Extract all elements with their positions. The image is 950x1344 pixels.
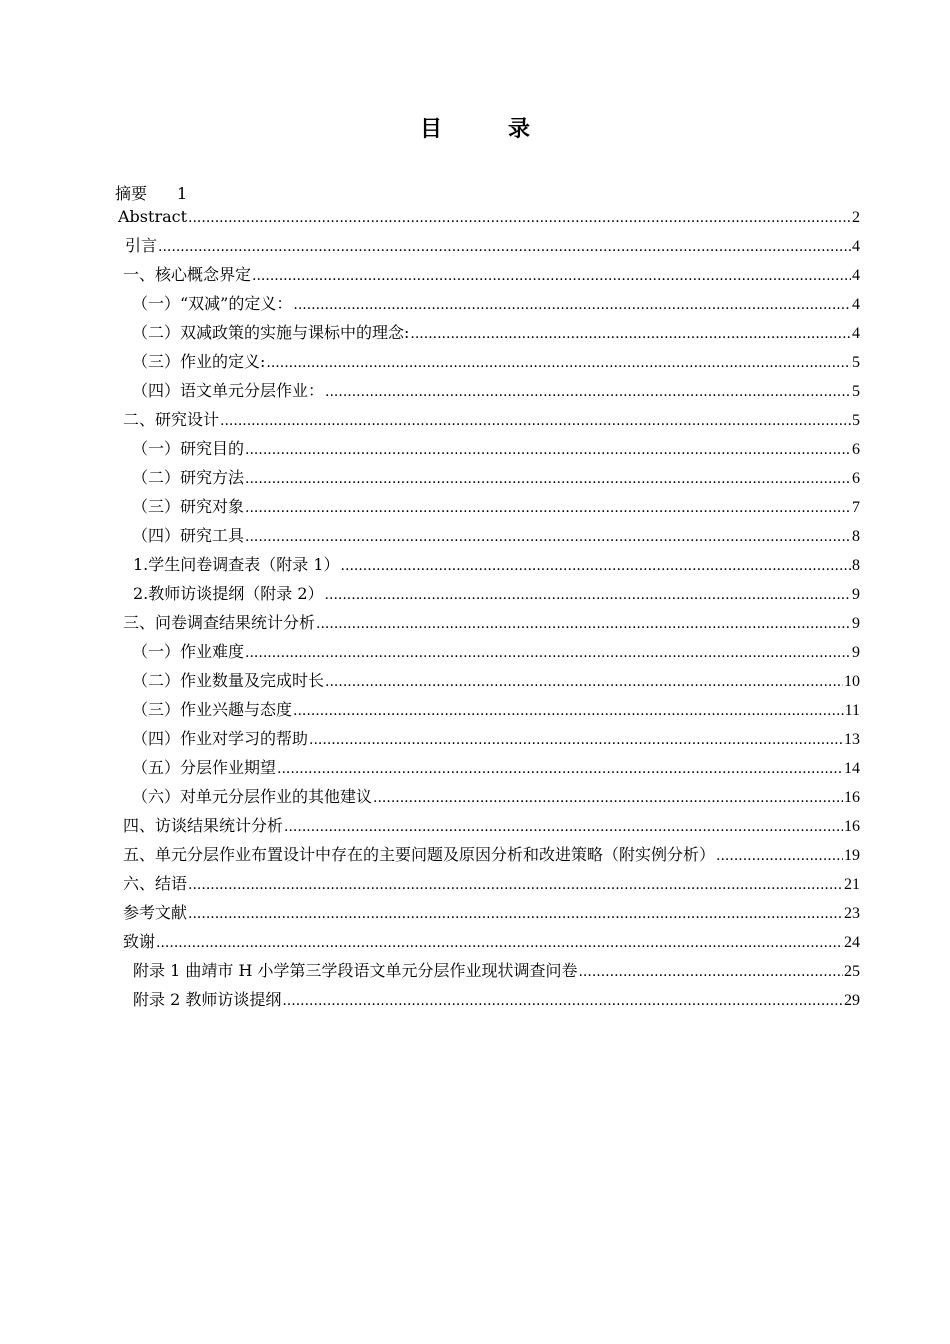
toc-entry-label: （四）语文单元分层作业： [132,381,325,400]
toc-entry-label: （二）作业数量及完成时长 [132,671,325,690]
toc-entry-label: 三、问卷调查结果统计分析 [123,613,316,632]
toc-entry-page: 13 [844,731,860,748]
toc-leader-dots [245,642,851,664]
toc-entry-page: 6 [852,470,860,487]
toc-entry-label: 参考文献 [123,903,188,922]
toc-entry-label: （四）研究工具 [132,526,245,545]
toc-entry-label: （一）“双减”的定义： [132,294,293,313]
toc-entry [132,670,860,692]
toc-entry-label: （三）作业兴趣与态度 [132,700,293,719]
toc-entry-label: 二、研究设计 [123,410,220,429]
toc-entry-label: 四、访谈结果统计分析 [123,816,284,835]
toc-entry-page: 4 [852,325,860,342]
toc-entry-page: 6 [852,441,860,458]
toc-entry-page: 8 [852,557,860,574]
toc-leader-dots [245,497,851,519]
toc-entry [132,467,860,489]
toc-entry-page: 1 [177,184,188,203]
toc-entry-page: 25 [844,963,860,980]
toc-entry-label: 一、核心概念界定 [123,265,252,284]
toc-leader-dots [316,613,851,635]
toc-entry-page: 16 [844,789,860,806]
toc-entry-page: 24 [844,934,860,951]
toc-leader-dots [325,584,851,606]
toc-leader-dots [293,700,844,722]
toc-entry-label: 附录 2 教师访谈提纲 [133,990,282,1009]
toc-entry [132,496,860,518]
toc-entry-page: 9 [852,615,860,632]
toc-entry-page: 9 [852,586,860,603]
toc-entry [123,409,860,431]
toc-leader-dots [188,903,843,925]
toc-entry-page: 9 [852,644,860,661]
toc-entry-page: 10 [844,673,860,690]
toc-entry [132,757,860,779]
toc-leader-dots [341,555,851,577]
toc-entry [132,786,860,808]
toc-entry [132,525,860,547]
toc-leader-dots [325,671,843,693]
toc-leader-dots [410,323,851,345]
toc-entry [133,989,860,1011]
toc-entry [125,235,860,257]
toc-leader-dots [716,845,843,867]
toc-entry-page: 16 [844,818,860,835]
toc-entry-abstract-cn [115,184,187,204]
toc-entry-label: （三）作业的定义: [132,352,266,371]
toc-entry-label: （三）研究对象 [132,497,245,516]
toc-entry-page: 7 [852,499,860,516]
toc-entry-page: 5 [852,412,860,429]
toc-entry-page: 19 [844,847,860,864]
toc-entry-label: （五）分层作业期望 [132,758,277,777]
toc-entry-label: （一）研究目的 [132,439,245,458]
toc-entry-label: （一）作业难度 [132,642,245,661]
toc-entry [132,641,860,663]
toc-entry [123,815,860,837]
toc-leader-dots [252,265,851,287]
toc-leader-dots [277,758,843,780]
toc-entry-label: 五、单元分层作业布置设计中存在的主要问题及原因分析和改进策略（附实例分析） [123,845,716,864]
toc-leader-dots [188,874,843,896]
toc-entry-label: （二）研究方法 [132,468,245,487]
toc-leader-dots [309,729,843,751]
page-title: 目 录 [419,116,552,142]
toc-entry-page: 4 [852,267,860,284]
toc-entry-page: 5 [852,354,860,371]
toc-leader-dots [284,816,843,838]
toc-entry [132,351,860,373]
toc-leader-dots [282,990,843,1012]
toc-entry [123,844,860,866]
toc-entry-label: 附录 1 曲靖市 H 小学第三学段语文单元分层作业现状调查问卷 [133,961,578,980]
toc-entry-label: （六）对单元分层作业的其他建议 [132,787,373,806]
toc-leader-dots [220,410,851,432]
toc-entry-page: 21 [844,876,860,893]
toc-entry [123,902,860,924]
toc-leader-dots [245,439,851,461]
toc-entry [132,380,860,402]
toc-entry-page: 23 [844,905,860,922]
toc-entry [123,612,860,634]
toc-entry-page: 29 [844,992,860,1009]
toc-entry [133,554,860,576]
toc-entry-page: 8 [852,528,860,545]
toc-leader-dots [373,787,843,809]
toc-leader-dots [245,468,851,490]
toc-entry-page: 4 [852,296,860,313]
toc-entry-label: Abstract [118,207,188,226]
toc-leader-dots [188,207,851,229]
toc-entry-page: 5 [852,383,860,400]
toc-entry [133,960,860,982]
toc-entry-label: 致谢 [123,932,156,951]
toc-entry-label: （二）双减政策的实施与课标中的理念: [132,323,410,342]
toc-entry-label: 1.学生问卷调查表（附录 1） [133,555,340,574]
toc-entry [123,873,860,895]
toc-entry-page: 14 [844,760,860,777]
toc-entry-label: （四）作业对学习的帮助 [132,729,309,748]
toc-entry [123,931,860,953]
toc-leader-dots [158,236,851,258]
toc-leader-dots [245,526,851,548]
toc-entry-page: 2 [852,209,860,226]
toc-leader-dots [266,352,851,374]
toc-leader-dots [578,961,843,983]
toc-entry-page: 4 [852,238,860,255]
toc-entry-label: 六、结语 [123,874,188,893]
toc-entry [132,728,860,750]
toc-entry [132,699,860,721]
toc-leader-dots [156,932,843,954]
toc-entry [118,206,860,228]
toc-entry-label: 引言 [125,236,158,255]
toc-entry [123,264,860,286]
toc-entry [132,293,860,315]
toc-entry [133,583,860,605]
toc-entry-label: 摘要 [115,184,148,203]
toc-entry-label: 2.教师访谈提纲（附录 2） [133,584,324,603]
toc-leader-dots [293,294,851,316]
toc-entry [132,322,860,344]
toc-entry [132,438,860,460]
toc-entry-page: 11 [844,702,860,719]
toc-leader-dots [325,381,851,403]
